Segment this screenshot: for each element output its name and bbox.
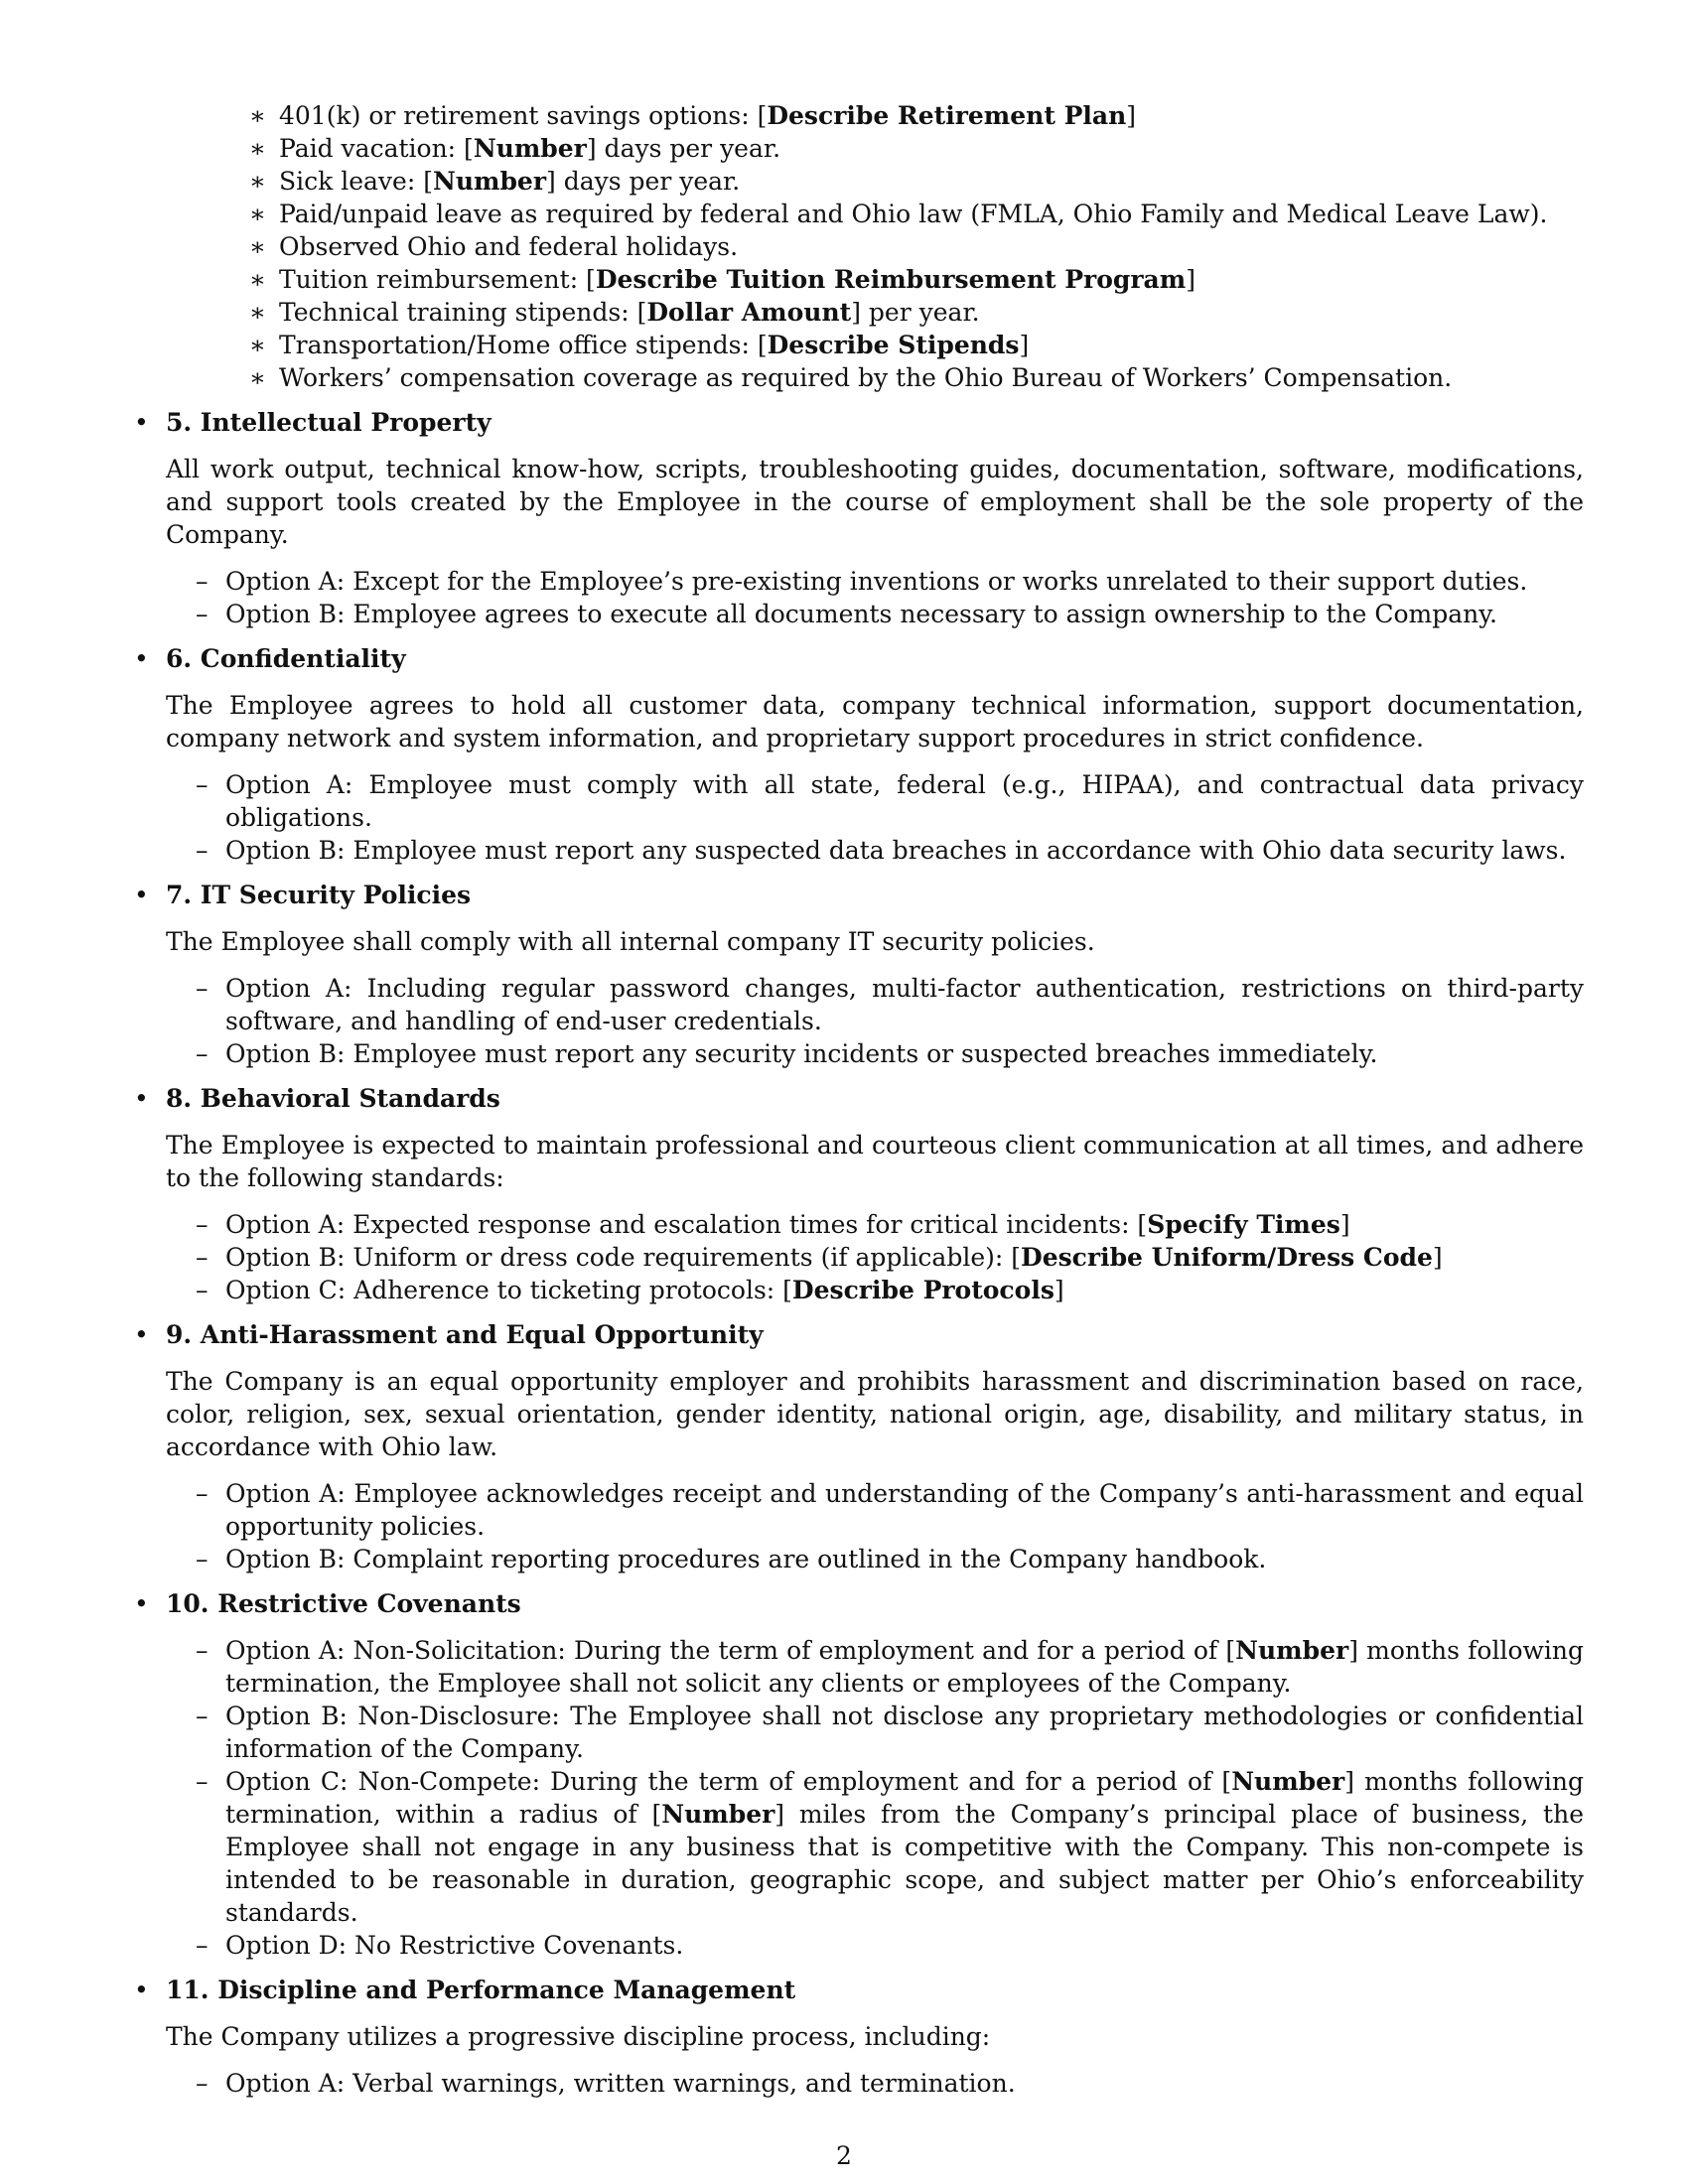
- section-body: The Employee shall comply with all internal company IT security policies.: [166, 927, 1095, 956]
- benefits-list: [249, 99, 1584, 394]
- list-item: ∗ Observed Ohio and federal holidays.: [249, 230, 1584, 263]
- list-item: ∗ Tuition reimbursement: [Describe Tuition Reimbursement Program]: [249, 263, 1584, 296]
- section-body: The Company utilizes a progressive discipline process, including:: [166, 2022, 991, 2051]
- section-it-security: [134, 879, 1584, 1070]
- page-number: 2: [836, 2141, 852, 2170]
- list-item: ∗ Technical training stipends: [Dollar Amount] per year.: [249, 296, 1584, 329]
- section-title: • 11. Discipline and Performance Management: [166, 1976, 796, 2004]
- option-item: – Option A: Including regular password changes, multi-factor authentication, restrictions on third-party software, and handling of end-user credentials.: [196, 972, 1584, 1037]
- options-list: [196, 1477, 1584, 1575]
- option-item: – Option B: Employee must report any suspected data breaches in accordance with Ohio data security laws.: [196, 834, 1584, 867]
- section-body: The Employee agrees to hold all customer data, company technical information, support documentation, company network and system information, and proprietary support procedures in strict confidence.: [166, 691, 1584, 752]
- option-item: – Option D: No Restrictive Covenants.: [196, 1929, 1584, 1962]
- option-item: – Option B: Employee agrees to execute all documents necessary to assign ownership to the Company.: [196, 598, 1584, 630]
- option-item: – Option A: Verbal warnings, written warnings, and termination.: [196, 2067, 1584, 2100]
- option-item: – Option A: Employee must comply with all state, federal (e.g., HIPAA), and contractual data privacy obligations.: [196, 768, 1584, 834]
- option-item: – Option A: Except for the Employee’s pre-existing inventions or works unrelated to their support duties.: [196, 565, 1584, 598]
- option-item: – Option C: Adherence to ticketing protocols: [Describe Protocols]: [196, 1274, 1584, 1306]
- option-item: – Option B: Uniform or dress code requirements (if applicable): [Describe Uniform/Dress Code]: [196, 1241, 1584, 1274]
- options-list: [196, 768, 1584, 867]
- list-item: ∗ Transportation/Home office stipends: [Describe Stipends]: [249, 329, 1584, 361]
- options-list: [196, 1634, 1584, 1962]
- section-title: • 9. Anti-Harassment and Equal Opportunity: [166, 1320, 764, 1349]
- document-page: [134, 99, 1584, 2100]
- section-title: • 6. Confidentiality: [166, 644, 406, 673]
- options-list: [196, 2067, 1584, 2100]
- section-body: All work output, technical know-how, scripts, troubleshooting guides, documentation, software, modifications, and support tools created by the Employee in the course of employment shall be the sole property of the Company.: [166, 455, 1584, 549]
- section-body: The Employee is expected to maintain professional and courteous client communication at all times, and adhere to the following standards:: [166, 1131, 1584, 1192]
- options-list: [196, 1208, 1584, 1306]
- option-item: – Option B: Employee must report any security incidents or suspected breaches immediately.: [196, 1037, 1584, 1070]
- option-item: – Option A: Employee acknowledges receipt and understanding of the Company’s anti-harassment and equal opportunity policies.: [196, 1477, 1584, 1543]
- section-title: • 5. Intellectual Property: [166, 408, 492, 437]
- section-confidentiality: [134, 642, 1584, 867]
- option-item: – Option C: Non-Compete: During the term of employment and for a period of [Number] months following termination, within a radius of [Number] miles from the Company’s principal place of business, the Employee shall not engage in any business that is competitive with the Company. This non-compete is intended to be reasonable in duration, geographic scope, and subject matter per Ohio’s enforceability standards.: [196, 1765, 1584, 1929]
- list-item: ∗ 401(k) or retirement savings options: [Describe Retirement Plan]: [249, 99, 1584, 132]
- options-list: [196, 565, 1584, 630]
- list-item: ∗ Paid/unpaid leave as required by federal and Ohio law (FMLA, Ohio Family and Medical Leave Law).: [249, 198, 1584, 230]
- option-item: – Option B: Non-Disclosure: The Employee shall not disclose any proprietary methodologies or confidential information of the Company.: [196, 1700, 1584, 1765]
- section-title: • 8. Behavioral Standards: [166, 1084, 500, 1113]
- option-item: – Option A: Expected response and escalation times for critical incidents: [Specify Times]: [196, 1208, 1584, 1241]
- section-title: • 7. IT Security Policies: [166, 881, 472, 909]
- section-behavioral-standards: [134, 1082, 1584, 1306]
- section-body: The Company is an equal opportunity employer and prohibits harassment and discrimination based on race, color, religion, sex, sexual orientation, gender identity, national origin, age, disability, and military status, in accordance with Ohio law.: [166, 1367, 1584, 1461]
- list-item: ∗ Workers’ compensation coverage as required by the Ohio Bureau of Workers’ Compensation.: [249, 361, 1584, 394]
- option-item: – Option A: Non-Solicitation: During the term of employment and for a period of [Number] months following termination, the Employee shall not solicit any clients or employees of the Company.: [196, 1634, 1584, 1700]
- section-intellectual-property: [134, 406, 1584, 630]
- list-item: ∗ Paid vacation: [Number] days per year.: [249, 132, 1584, 165]
- section-anti-harassment: [134, 1318, 1584, 1575]
- section-restrictive-covenants: [134, 1587, 1584, 1962]
- list-item: ∗ Sick leave: [Number] days per year.: [249, 165, 1584, 198]
- option-item: – Option B: Complaint reporting procedures are outlined in the Company handbook.: [196, 1543, 1584, 1575]
- section-title: • 10. Restrictive Covenants: [166, 1589, 521, 1618]
- options-list: [196, 972, 1584, 1070]
- section-discipline: [134, 1974, 1584, 2100]
